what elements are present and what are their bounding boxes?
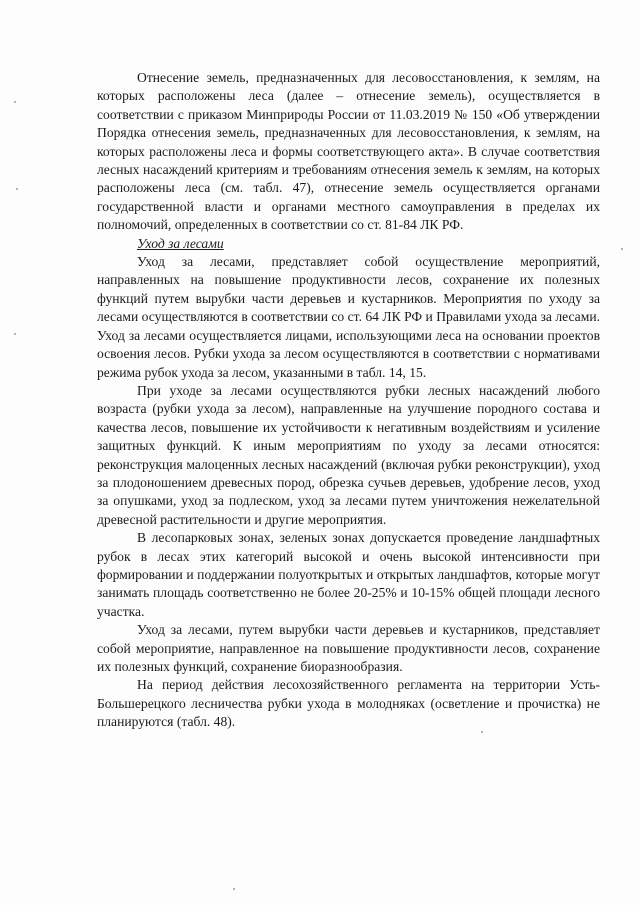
scan-speck — [14, 101, 16, 103]
paragraph-felling-purpose: Уход за лесами, путем вырубки части деревьев и кустарников, представляет собой мероприятие, направленное на повышение продуктивности лесов, сохранение их полезных функций, сохранение биоразнообразия. — [97, 622, 600, 674]
document-body — [97, 69, 600, 732]
scan-speck — [16, 188, 18, 190]
paragraph-land-classification: Отнесение земель, предназначенных для лесовосстановления, к землям, на которых расположены леса (далее – отнесение земель), осуществляется в соответствии с приказом Минприроды России от 11.03.2019 № 150 «Об утверждении Порядка отнесения земель, предназначенных для лесовосстановления, к землям, на которых расположены леса и формы соответствующего акта». В случае соответствия лесных насаждений критериям и требованиям отнесения земель к землям, на которых расположены леса (см. табл. 47), отнесение земель осуществляется органами государственной власти и органами местного самоуправления в пределах их полномочий, определенных в соответствии со ст. 81-84 ЛК РФ. — [97, 70, 600, 233]
paragraph-regulation-period: На период действия лесохозяйственного регламента на территории Усть-Большерецкого лесничества рубки ухода в молодняках (осветление и прочистка) не планируются (табл. 48). — [97, 677, 600, 730]
paragraph-forest-care-definition: Уход за лесами, представляет собой осуществление мероприятий, направленных на повышение продуктивности лесов, сохранение их полезных функций путем вырубки части деревьев и кустарников. Мероприятия по уходу за лесами осуществляются в соответствии со ст. 64 ЛК РФ и Правилами ухода за лесами. Уход за лесами осуществляется лицами, использующими леса на основании проектов освоения лесов. Рубки ухода за лесом осуществляются в соответствии с нормативами режима рубок ухода за лесом, указанными в табл. 14, 15. — [97, 254, 600, 380]
scan-speck — [233, 888, 235, 890]
paragraph-landscape-felling: В лесопарковых зонах, зеленых зонах допускается проведение ландшафтных рубок в лесах этих категорий высокой и очень высокой интенсивности при формировании и поддержании полуоткрытых и открытых ландшафтов, которые могут занимать площадь соответственно не более 20-25% и 10-15% общей площади лесного участка. — [97, 530, 600, 619]
scan-speck — [621, 248, 623, 250]
paragraph-thinning-measures: При уходе за лесами осуществляются рубки лесных насаждений любого возраста (рубки ухода за лесом), направленные на улучшение породного состава и качества лесов, повышение их устойчивости к негативным воздействиям и усиление защитных функций. К иным мероприятиям по уходу за лесами относятся: реконструкция малоценных лесных насаждений (включая рубки реконструкции), уход за плодоношением древесных пород, обрезка сучьев деревьев, удобрение лесов, уход за опушками, уход за подлеском, уход за лесами путем уничтожения нежелательной древесной растительности и другие мероприятия. — [97, 382, 600, 527]
scan-speck — [14, 333, 16, 335]
section-heading-forest-care: Уход за лесами — [137, 235, 224, 251]
